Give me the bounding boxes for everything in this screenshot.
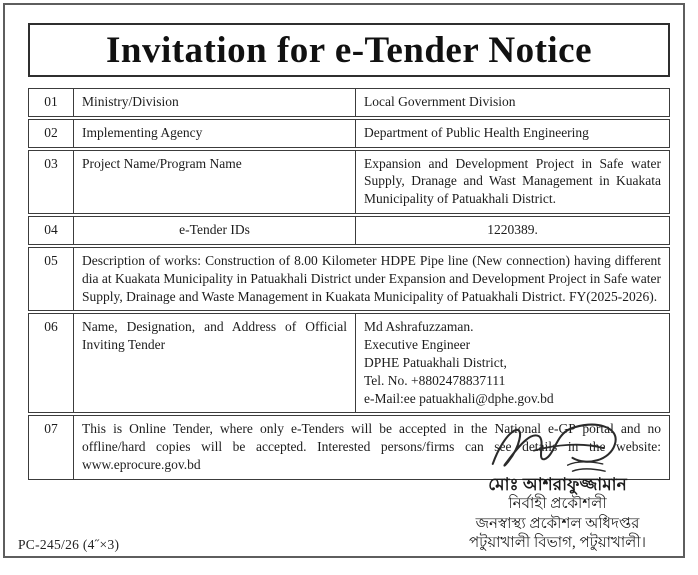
row-number: 05 (28, 247, 73, 311)
row-label: Ministry/Division (73, 88, 355, 117)
page-title: Invitation for e-Tender Notice (105, 29, 593, 71)
row-value: Department of Public Health Engineering (355, 119, 670, 148)
official-name: Md Ashrafuzzaman. (364, 319, 474, 335)
table-row (28, 119, 670, 148)
row-value: Expansion and Development Project in Safe water Supply, Dranage and Wast Management in Kuakata Municipality of Patuakhali District. (355, 150, 670, 214)
row-number: 07 (28, 415, 73, 479)
row-number: 06 (28, 313, 73, 413)
row-number: 03 (28, 150, 73, 214)
official-office: DPHE Patuakhali District, (364, 354, 507, 370)
row-label: Implementing Agency (73, 119, 355, 148)
handwritten-signature-icon (483, 418, 633, 476)
row-value: 1220389. (355, 216, 670, 245)
signatory-name: মোঃ আশরাফুজ্জামান (488, 475, 627, 494)
signatory-department: জনস্বাস্থ্য প্রকৌশল অধিদপ্তর (475, 515, 640, 532)
table-row (28, 247, 670, 311)
press-code: PC-245/26 (4˝×3) (18, 537, 120, 552)
table-row (28, 313, 670, 413)
row-label: e-Tender IDs (73, 216, 355, 245)
row-number: 04 (28, 216, 73, 245)
row-value: Local Government Division (355, 88, 670, 117)
official-email: e-Mail:ee patuakhali@dphe.gov.bd (364, 390, 554, 406)
official-designation: Executive Engineer (364, 337, 471, 353)
table-row (28, 150, 670, 214)
row-value (355, 313, 670, 413)
row-label: Project Name/Program Name (73, 150, 355, 214)
row-merged-text: This is Online Tender, where only e-Tenders will be accepted in the National e-GP portal and no offline/hard copies will be accepted. Interested persons/firms can see details in the website: www.eprocure.gov.bd (73, 415, 670, 479)
row-number: 02 (28, 119, 73, 148)
row-merged-text: Description of works: Construction of 8.00 Kilometer HDPE Pipe line (New connection) having different dia at Kuakata Municipality in Patuakhali District under Expansion and Development Project in Safe water Supply, Drainage and Waste Management in Kuakata Municipality of Patuakhali District. FY(2025-2026). (73, 247, 670, 311)
signature-block (440, 418, 675, 554)
table-row (28, 216, 670, 245)
table-row (28, 88, 670, 117)
official-telephone: Tel. No. +8802478837111 (364, 372, 506, 388)
signatory-location: পটুয়াখালী বিভাগ, পটুয়াখালী। (468, 535, 647, 552)
signatory-designation: নির্বাহী প্রকৌশলী (508, 496, 607, 513)
notice-title-box (28, 23, 670, 77)
row-number: 01 (28, 88, 73, 117)
row-label: Name, Designation, and Address of Official Inviting Tender (73, 313, 355, 413)
